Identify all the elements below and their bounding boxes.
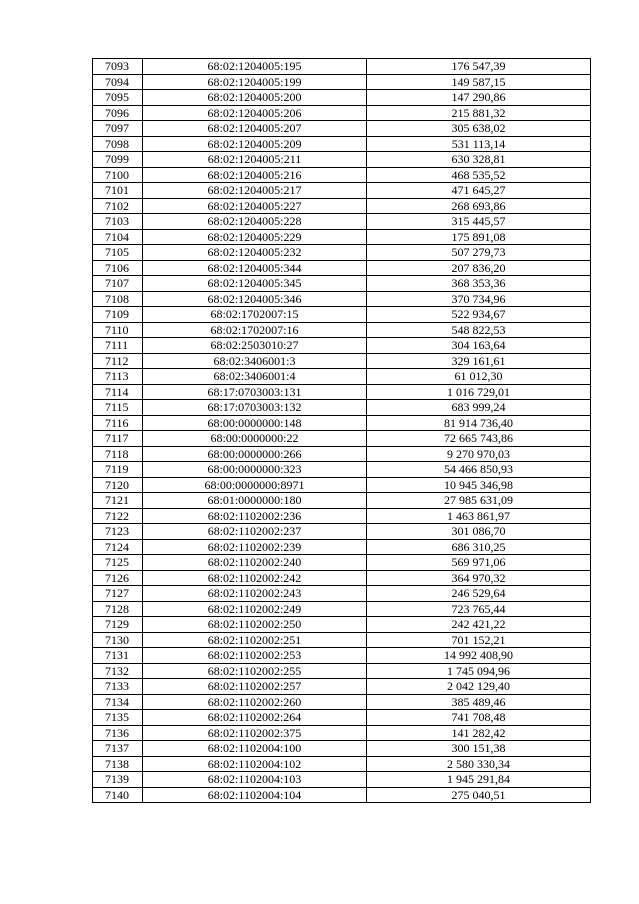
row-number-cell: 7125 [93, 555, 143, 571]
table-row [93, 632, 591, 648]
table-row [93, 198, 591, 214]
cadastral-value-cell: 304 163,64 [367, 338, 591, 354]
cadastral-value-cell: 301 086,70 [367, 524, 591, 540]
cadastral-number-cell: 68:17:0703003:131 [143, 384, 367, 400]
cadastral-value-cell: 741 708,48 [367, 710, 591, 726]
row-number-cell: 7100 [93, 167, 143, 183]
row-number-cell: 7111 [93, 338, 143, 354]
cadastral-value-cell: 246 529,64 [367, 586, 591, 602]
cadastral-value-cell: 61 012,30 [367, 369, 591, 385]
cadastral-value-cell: 268 693,86 [367, 198, 591, 214]
row-number-cell: 7098 [93, 136, 143, 152]
row-number-cell: 7110 [93, 322, 143, 338]
row-number-cell: 7137 [93, 741, 143, 757]
cadastral-number-cell: 68:02:1204005:211 [143, 152, 367, 168]
row-number-cell: 7124 [93, 539, 143, 555]
row-number-cell: 7120 [93, 477, 143, 493]
table-row [93, 415, 591, 431]
row-number-cell: 7112 [93, 353, 143, 369]
table-row [93, 756, 591, 772]
cadastral-number-cell: 68:02:1102002:237 [143, 524, 367, 540]
table-row [93, 105, 591, 121]
cadastral-number-cell: 68:02:1204005:229 [143, 229, 367, 245]
row-number-cell: 7118 [93, 446, 143, 462]
cadastral-value-cell: 1 016 729,01 [367, 384, 591, 400]
cadastral-value-cell: 72 665 743,86 [367, 431, 591, 447]
cadastral-number-cell: 68:02:3406001:3 [143, 353, 367, 369]
row-number-cell: 7099 [93, 152, 143, 168]
cadastral-value-cell: 10 945 346,98 [367, 477, 591, 493]
table-row [93, 446, 591, 462]
cadastral-value-cell: 54 466 850,93 [367, 462, 591, 478]
cadastral-value-cell: 364 970,32 [367, 570, 591, 586]
row-number-cell: 7108 [93, 291, 143, 307]
table-row [93, 152, 591, 168]
cadastral-number-cell: 68:00:0000000:266 [143, 446, 367, 462]
cadastral-value-cell: 300 151,38 [367, 741, 591, 757]
table-row [93, 787, 591, 803]
table-row [93, 90, 591, 106]
row-number-cell: 7134 [93, 694, 143, 710]
row-number-cell: 7096 [93, 105, 143, 121]
table-row [93, 214, 591, 230]
row-number-cell: 7097 [93, 121, 143, 137]
row-number-cell: 7106 [93, 260, 143, 276]
cadastral-number-cell: 68:00:0000000:8971 [143, 477, 367, 493]
row-number-cell: 7105 [93, 245, 143, 261]
table-row [93, 338, 591, 354]
cadastral-number-cell: 68:02:1204005:195 [143, 59, 367, 75]
row-number-cell: 7094 [93, 74, 143, 90]
cadastral-number-cell: 68:02:1102002:260 [143, 694, 367, 710]
cadastral-number-cell: 68:02:1204005:344 [143, 260, 367, 276]
table-row [93, 431, 591, 447]
row-number-cell: 7101 [93, 183, 143, 199]
table-row [93, 524, 591, 540]
table-row [93, 291, 591, 307]
cadastral-number-cell: 68:02:1204005:217 [143, 183, 367, 199]
cadastral-number-cell: 68:02:1102002:253 [143, 648, 367, 664]
row-number-cell: 7126 [93, 570, 143, 586]
cadastral-number-cell: 68:02:1102004:103 [143, 772, 367, 788]
row-number-cell: 7140 [93, 787, 143, 803]
row-number-cell: 7136 [93, 725, 143, 741]
table-row [93, 59, 591, 75]
row-number-cell: 7133 [93, 679, 143, 695]
row-number-cell: 7104 [93, 229, 143, 245]
cadastral-number-cell: 68:00:0000000:148 [143, 415, 367, 431]
cadastral-value-cell: 176 547,39 [367, 59, 591, 75]
cadastral-number-cell: 68:02:1102002:257 [143, 679, 367, 695]
cadastral-number-cell: 68:02:1102002:242 [143, 570, 367, 586]
cadastral-number-cell: 68:02:1102002:249 [143, 601, 367, 617]
row-number-cell: 7114 [93, 384, 143, 400]
table-row [93, 121, 591, 137]
table-row [93, 663, 591, 679]
cadastral-number-cell: 68:02:1204005:206 [143, 105, 367, 121]
row-number-cell: 7127 [93, 586, 143, 602]
cadastral-value-cell: 1 945 291,84 [367, 772, 591, 788]
row-number-cell: 7121 [93, 493, 143, 509]
row-number-cell: 7123 [93, 524, 143, 540]
row-number-cell: 7132 [93, 663, 143, 679]
row-number-cell: 7116 [93, 415, 143, 431]
table-row [93, 136, 591, 152]
cadastral-number-cell: 68:02:1702007:16 [143, 322, 367, 338]
table-row [93, 322, 591, 338]
row-number-cell: 7107 [93, 276, 143, 292]
cadastral-value-cell: 207 836,20 [367, 260, 591, 276]
cadastral-number-cell: 68:00:0000000:323 [143, 462, 367, 478]
cadastral-number-cell: 68:02:1102002:243 [143, 586, 367, 602]
cadastral-value-cell: 723 765,44 [367, 601, 591, 617]
row-number-cell: 7128 [93, 601, 143, 617]
cadastral-value-cell: 385 489,46 [367, 694, 591, 710]
cadastral-number-cell: 68:02:1102004:104 [143, 787, 367, 803]
cadastral-value-cell: 683 999,24 [367, 400, 591, 416]
cadastral-number-cell: 68:02:1204005:200 [143, 90, 367, 106]
table-row [93, 369, 591, 385]
table-row [93, 679, 591, 695]
cadastral-number-cell: 68:02:1102002:251 [143, 632, 367, 648]
cadastral-value-cell: 275 040,51 [367, 787, 591, 803]
table-row [93, 167, 591, 183]
table-row [93, 74, 591, 90]
cadastral-number-cell: 68:02:1204005:227 [143, 198, 367, 214]
cadastral-value-cell: 81 914 736,40 [367, 415, 591, 431]
cadastral-value-cell: 14 992 408,90 [367, 648, 591, 664]
cadastral-number-cell: 68:02:1102002:375 [143, 725, 367, 741]
cadastral-value-cell: 1 745 094,96 [367, 663, 591, 679]
cadastral-number-cell: 68:00:0000000:22 [143, 431, 367, 447]
cadastral-value-cell: 215 881,32 [367, 105, 591, 121]
row-number-cell: 7135 [93, 710, 143, 726]
cadastral-number-cell: 68:02:1102002:255 [143, 663, 367, 679]
table-body [93, 59, 591, 803]
cadastral-value-cell: 315 445,57 [367, 214, 591, 230]
table-row [93, 307, 591, 323]
cadastral-number-cell: 68:02:1204005:207 [143, 121, 367, 137]
cadastral-value-cell: 630 328,81 [367, 152, 591, 168]
table-row [93, 183, 591, 199]
table-row [93, 260, 591, 276]
row-number-cell: 7113 [93, 369, 143, 385]
cadastral-number-cell: 68:02:2503010:27 [143, 338, 367, 354]
cadastral-value-cell: 548 822,53 [367, 322, 591, 338]
cadastral-value-cell: 1 463 861,97 [367, 508, 591, 524]
row-number-cell: 7130 [93, 632, 143, 648]
table-row [93, 586, 591, 602]
cadastral-number-cell: 68:02:1702007:15 [143, 307, 367, 323]
row-number-cell: 7109 [93, 307, 143, 323]
cadastral-value-cell: 531 113,14 [367, 136, 591, 152]
row-number-cell: 7117 [93, 431, 143, 447]
cadastral-number-cell: 68:02:1102002:264 [143, 710, 367, 726]
row-number-cell: 7139 [93, 772, 143, 788]
table-row [93, 694, 591, 710]
cadastral-number-cell: 68:02:1102002:250 [143, 617, 367, 633]
row-number-cell: 7119 [93, 462, 143, 478]
cadastral-value-cell: 468 535,52 [367, 167, 591, 183]
cadastral-value-cell: 141 282,42 [367, 725, 591, 741]
cadastral-value-cell: 522 934,67 [367, 307, 591, 323]
cadastral-value-cell: 686 310,25 [367, 539, 591, 555]
table-row [93, 617, 591, 633]
cadastral-value-cell: 569 971,06 [367, 555, 591, 571]
cadastral-number-cell: 68:17:0703003:132 [143, 400, 367, 416]
cadastral-value-cell: 242 421,22 [367, 617, 591, 633]
row-number-cell: 7102 [93, 198, 143, 214]
table-row [93, 508, 591, 524]
cadastral-value-cell: 701 152,21 [367, 632, 591, 648]
table-row [93, 772, 591, 788]
cadastral-value-cell: 175 891,08 [367, 229, 591, 245]
cadastral-number-cell: 68:02:1102004:100 [143, 741, 367, 757]
cadastral-number-cell: 68:02:1204005:209 [143, 136, 367, 152]
cadastral-value-cell: 507 279,73 [367, 245, 591, 261]
cadastral-value-cell: 305 638,02 [367, 121, 591, 137]
table-row [93, 276, 591, 292]
table-row [93, 353, 591, 369]
row-number-cell: 7103 [93, 214, 143, 230]
cadastral-number-cell: 68:02:1204005:232 [143, 245, 367, 261]
cadastral-value-cell: 149 587,15 [367, 74, 591, 90]
cadastral-value-cell: 27 985 631,09 [367, 493, 591, 509]
row-number-cell: 7122 [93, 508, 143, 524]
table-row [93, 462, 591, 478]
cadastral-number-cell: 68:02:1204005:228 [143, 214, 367, 230]
cadastral-value-cell: 368 353,36 [367, 276, 591, 292]
cadastral-value-cell: 147 290,86 [367, 90, 591, 106]
table-row [93, 245, 591, 261]
table-row [93, 477, 591, 493]
cadastral-value-cell: 329 161,61 [367, 353, 591, 369]
cadastral-value-cell: 370 734,96 [367, 291, 591, 307]
cadastral-number-cell: 68:02:1204005:216 [143, 167, 367, 183]
table-row [93, 648, 591, 664]
table-row [93, 400, 591, 416]
cadastral-value-cell: 2 580 330,34 [367, 756, 591, 772]
table-row [93, 741, 591, 757]
table-row [93, 384, 591, 400]
cadastral-value-cell: 471 645,27 [367, 183, 591, 199]
table-row [93, 570, 591, 586]
cadastral-number-cell: 68:02:3406001:4 [143, 369, 367, 385]
cadastral-value-cell: 9 270 970,03 [367, 446, 591, 462]
table-row [93, 539, 591, 555]
table-row [93, 601, 591, 617]
cadastral-number-cell: 68:02:1204005:345 [143, 276, 367, 292]
cadastral-number-cell: 68:02:1102002:240 [143, 555, 367, 571]
table-row [93, 725, 591, 741]
cadastral-number-cell: 68:02:1204005:199 [143, 74, 367, 90]
cadastral-value-table [92, 58, 591, 803]
cadastral-number-cell: 68:01:0000000:180 [143, 493, 367, 509]
cadastral-number-cell: 68:02:1204005:346 [143, 291, 367, 307]
cadastral-number-cell: 68:02:1102002:236 [143, 508, 367, 524]
row-number-cell: 7131 [93, 648, 143, 664]
row-number-cell: 7093 [93, 59, 143, 75]
table-row [93, 493, 591, 509]
row-number-cell: 7115 [93, 400, 143, 416]
table-row [93, 229, 591, 245]
table-row [93, 710, 591, 726]
row-number-cell: 7095 [93, 90, 143, 106]
cadastral-value-cell: 2 042 129,40 [367, 679, 591, 695]
table-row [93, 555, 591, 571]
cadastral-number-cell: 68:02:1102002:239 [143, 539, 367, 555]
row-number-cell: 7138 [93, 756, 143, 772]
cadastral-number-cell: 68:02:1102004:102 [143, 756, 367, 772]
row-number-cell: 7129 [93, 617, 143, 633]
